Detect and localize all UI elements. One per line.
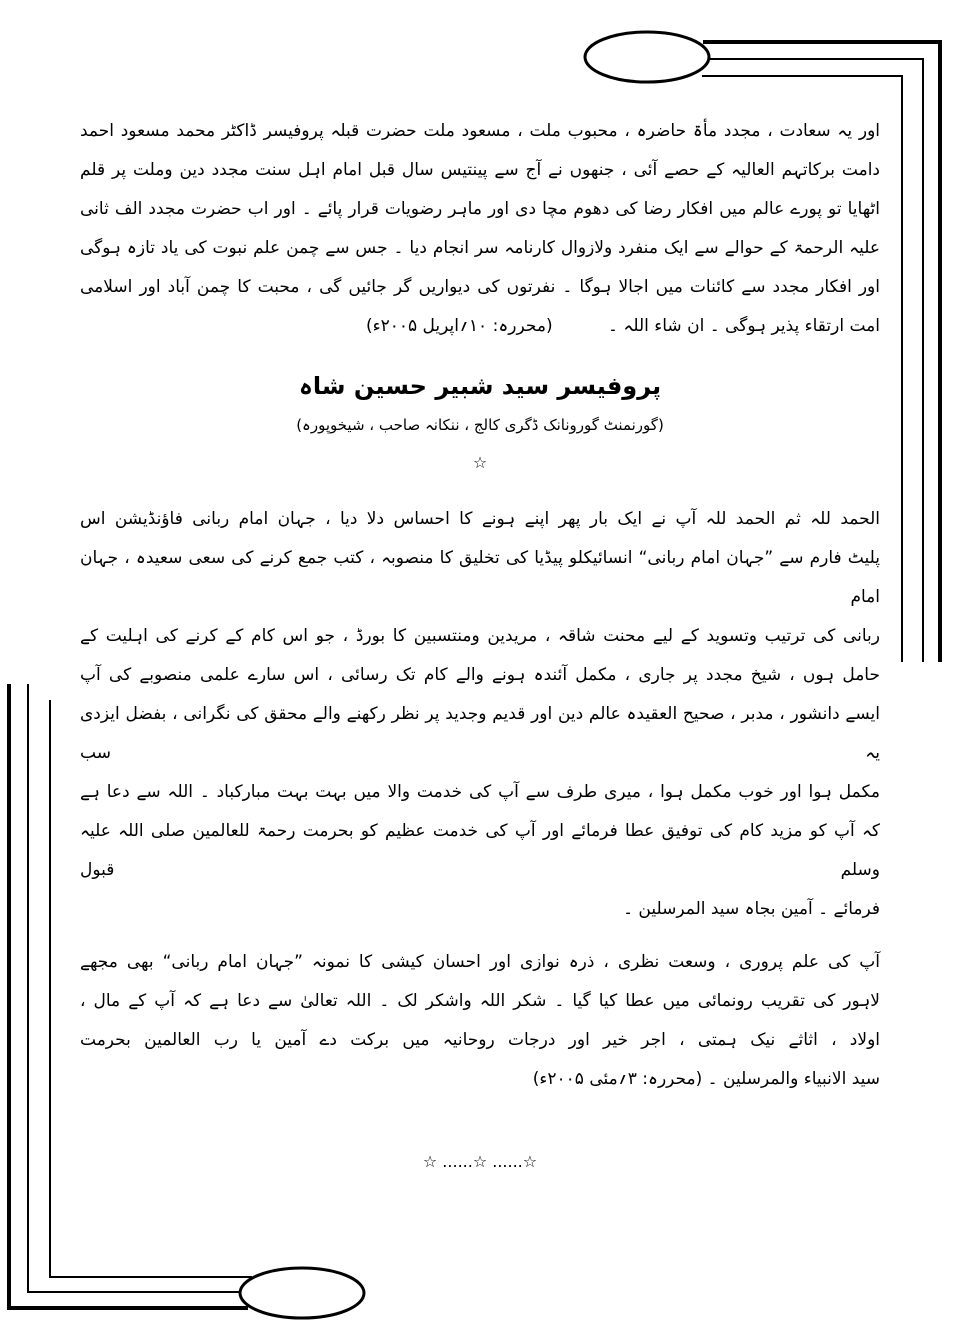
text-line: امت ارتقاء پذیر ہوگی ۔ ان شاء اللہ ۔ [608,316,880,336]
text-line: کہ آپ کو مزید کام کی توفیق عطا فرمائے اور آپ کی خدمت عظیم کو بحرمت رحمۃ للعالمین صلی اللہ علیہ وسلم قبول [80,821,880,880]
paragraph-3-last-line [80,1060,880,1099]
paragraph-2 [80,500,880,890]
top-ornament-oval [585,32,709,82]
text-line: الحمد للہ ثم الحمد للہ آپ نے ایک بار پھر اپنے ہونے کا احساس دلا دیا ، جہان امام ربانی فاؤنڈیشن اس [80,509,880,529]
document-body [80,112,880,1177]
text-line: اٹھایا تو پورے عالم میں افکار رضا کی دھوم مچا دی اور ماہر رضویات قرار پائے ۔ اور اب حضرت مجدد الف ثانی [80,199,880,219]
signature-affiliation: (گورنمنٹ گورونانک ڈگری کالج ، ننکانہ صاحب ، شیخوپورہ) [296,416,664,434]
paragraph-1-last-line [80,307,880,346]
paragraph-gap [80,929,880,943]
paragraph-1 [80,112,880,307]
text-line: اور یہ سعادت ، مجدد مأۃ حاضرہ ، محبوب ملت ، مسعود ملت حضرت قبلہ پروفیسر ڈاکٹر محمد مسعود احمد [80,121,880,141]
text-line: دامت برکاتہم العالیہ کے حصے آئی ، جنھوں نے آج سے پینتیس سال قبل امام اہل سنت مجدد دین وملت پر قلم [80,160,880,180]
text-line: آپ کی علم پروری ، وسعت نظری ، ذرہ نوازی اور احسان کیشی کا نمونہ ”جہان امام ربانی“ بھی مجھے [80,952,880,972]
text-line: ربانی کی ترتیب وتسوید کے لیے محنت شاقہ ، مریدین ومنتسبین کا بورڈ ، جو اس کام کے کرنے کی اہلیت کے [80,626,880,646]
text-line: پلیٹ فارم سے ”جہان امام ربانی“ انسائیکلو پیڈیا کی تخلیق کا منصوبہ ، کتب جمع کرنے کی سعی سعیدہ ، جہان امام [80,548,880,607]
text-line: علیہ الرحمۃ کے حوالے سے ایک منفرد ولازوال کارنامہ سر انجام دیا ۔ جس سے چمن علم نبوت کی یاد تازہ ہوگی [80,238,880,258]
text-line: حامل ہوں ، شیخ مجدد پر جاری ، مکمل آئندہ ہونے والے کام تک رسائی ، اس سارے علمی منصوبے کی آپ [80,665,880,685]
text-line: سید الانبیاء والمرسلین ۔ [707,1069,880,1089]
text-line: اور افکار مجدد سے کائنات میں اجالا ہوگا ۔ نفرتوں کی دیواریں گر جائیں گی ، محبت کا چمن آباد اور اسلامی [80,277,880,297]
bottom-ornament-oval [240,1268,364,1318]
text-line: لاہور کی تقریب رونمائی میں عطا کیا گیا ۔ شکر اللہ واشکر لک ۔ اللہ تعالیٰ سے دعا ہے کہ آپ کے مال ، [80,991,880,1011]
star-separator: ☆ [472,453,488,472]
signature-name: پروفیسر سید شبیر حسین شاہ [298,372,662,400]
date-note: (محررہ: ۳؍مئی ۲۰۰۵ء) [532,1069,703,1089]
paragraph-2-last-line: فرمائے ۔ آمین بجاہ سید المرسلین ۔ [623,899,880,919]
text-line: ایسے دانشور ، مدبر ، صحیح العقیدہ عالم دین اور قدیم وجدید پر نظر رکھنے والے محقق کی نگرانی ، بفضل ایزدی یہ سب [80,704,880,763]
date-note: (محررہ: ۱۰؍اپریل ۲۰۰۵ء) [365,316,553,336]
end-stars: ☆...... ☆...... ☆ [422,1152,538,1171]
text-line: اولاد ، اثاثے نیک ہمتی ، اجر خیر اور درجات روحانیہ میں برکت دے آمین یا رب العالمین بحرمت [80,1030,880,1050]
paragraph-3 [80,943,880,1060]
text-line: مکمل ہوا اور خوب مکمل ہوا ، میری طرف سے آپ کی خدمت والا میں بہت بہت مبارکباد ۔ اللہ سے دعا ہے [80,782,880,802]
